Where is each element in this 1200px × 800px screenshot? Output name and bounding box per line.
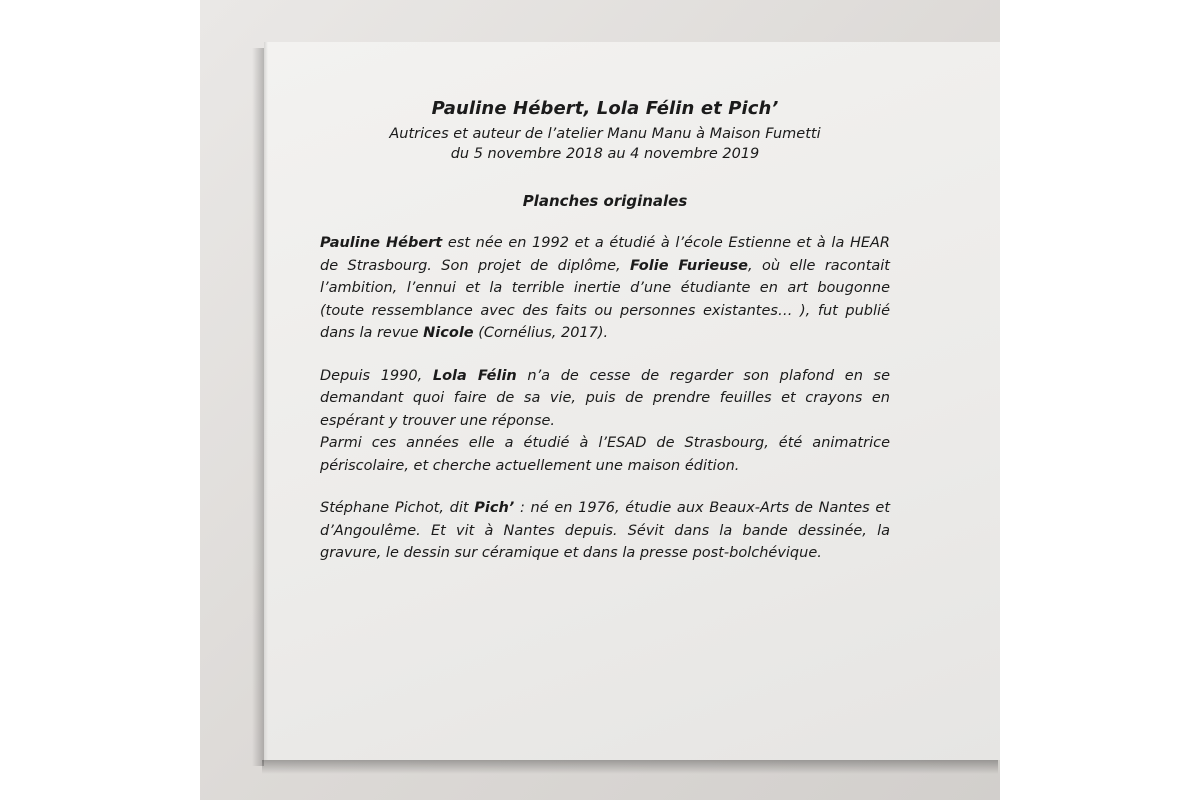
p3-text-2: : né en 1976, étudie aux Beaux-Arts de Nantes et d’Angoulême. Et vit à Nantes depuis. Sévit dans la bande dessinée, la gravure, le dessin sur céramique et dans la presse post-bolchévique.: [320, 500, 891, 561]
name-pauline: Pauline Hébert: [320, 235, 443, 251]
subtitle-line-1: Autrices et auteur de l’atelier Manu Manu à Maison Fumetti: [389, 126, 821, 142]
section-title: Planches originales: [522, 192, 688, 210]
panel-shadow-bottom: [262, 760, 998, 774]
label-text: [320, 98, 890, 585]
review-title: Nicole: [423, 325, 474, 341]
panel-shadow-left: [252, 48, 264, 766]
label-title: Pauline Hébert, Lola Félin et Pich’: [431, 98, 779, 119]
p2-text-1: Depuis 1990,: [320, 367, 433, 384]
p1-text-3: (Cornélius, 2017).: [473, 325, 609, 341]
name-pich: Pich’: [474, 500, 515, 516]
panel-edge: [264, 42, 268, 760]
wall-photo: [200, 0, 1000, 800]
paragraph-pauline: [320, 232, 890, 345]
p1-text-2: , où elle racontait l’ambition, l’ennui et la terrible inertie d’une étudiante en art bougonne (toute ressemblance avec des faits ou personnes existantes… ), fut publié dans la revue: [320, 257, 890, 341]
work-title: Folie Furieuse: [630, 257, 748, 274]
name-lola: Lola Félin: [432, 367, 517, 384]
paragraph-lola: [320, 365, 890, 478]
p2-text-2: n’a de cesse de regarder son plafond en se demandant quoi faire de sa vie, puis de prendre feuilles et crayons en espérant y trouver une réponse.: [320, 367, 890, 429]
subtitle-line-2: du 5 novembre 2018 au 4 novembre 2019: [450, 146, 760, 162]
p1-text-1: est née en 1992 et a étudié à l’école Estienne et à la HEAR de Strasbourg. Son projet de diplôme,: [320, 235, 891, 274]
paragraph-pich: [320, 497, 890, 565]
p3-text-1: Stéphane Pichot, dit: [320, 500, 475, 516]
label-subtitle: [320, 124, 890, 164]
p2-text-3: Parmi ces années elle a étudié à l’ESAD de Strasbourg, été animatrice périscolaire, et cherche actuellement une maison édition.: [320, 435, 890, 474]
